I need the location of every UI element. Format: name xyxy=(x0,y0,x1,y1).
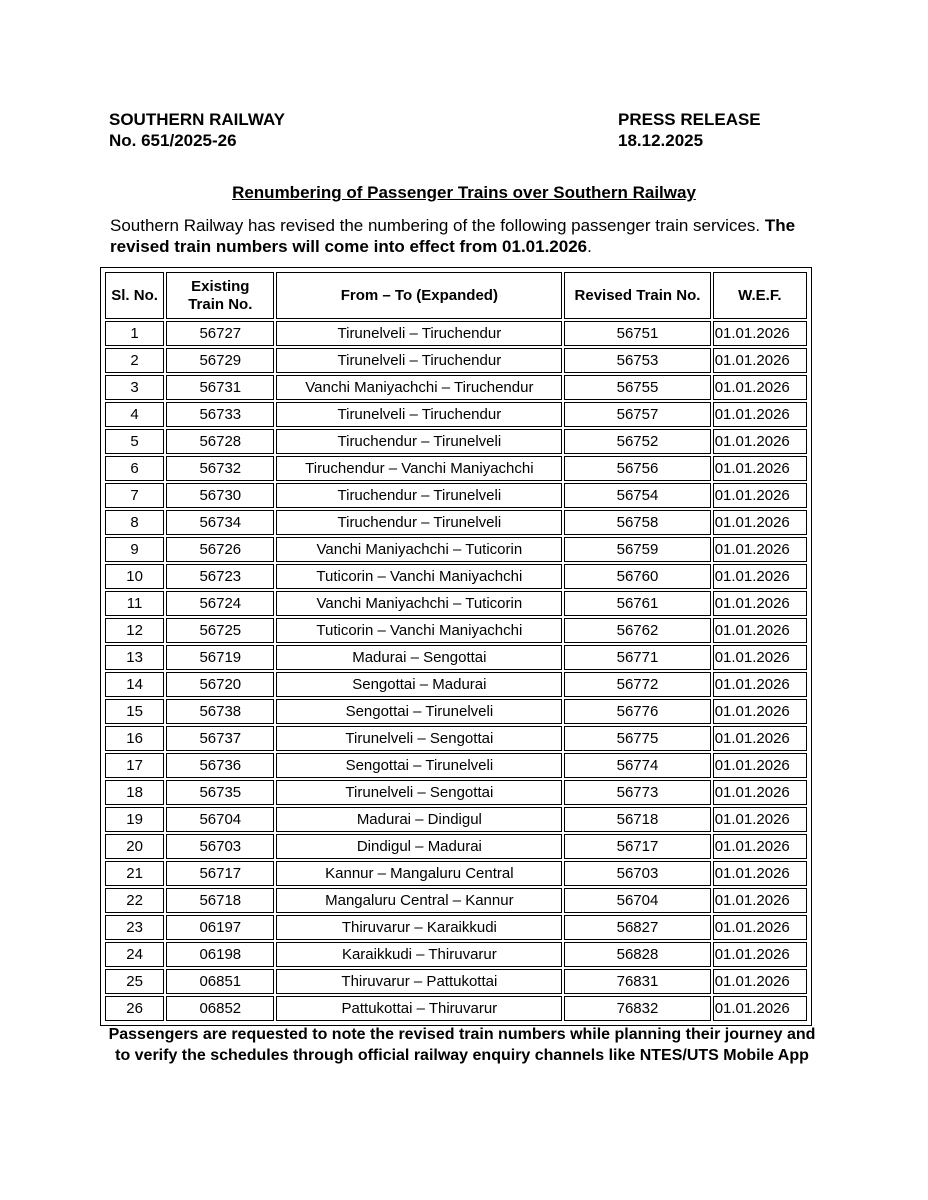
doc-type: PRESS RELEASE xyxy=(618,110,761,129)
release-date: 18.12.2025 xyxy=(618,131,704,150)
cell-existing-train-no: 06198 xyxy=(166,942,274,967)
table-row xyxy=(105,375,807,400)
cell-sl-no: 25 xyxy=(105,969,164,994)
train-table xyxy=(103,270,809,1023)
table-row xyxy=(105,942,807,967)
header-left xyxy=(109,109,285,151)
cell-wef: 01.01.2026 xyxy=(713,645,807,670)
org-name: SOUTHERN RAILWAY xyxy=(109,110,286,129)
cell-existing-train-no: 56703 xyxy=(166,834,274,859)
cell-sl-no: 12 xyxy=(105,618,164,643)
cell-wef: 01.01.2026 xyxy=(713,780,807,805)
cell-sl-no: 17 xyxy=(105,753,164,778)
header-existing-train-no xyxy=(166,272,274,319)
table-header-row xyxy=(105,272,807,319)
cell-wef: 01.01.2026 xyxy=(713,456,807,481)
header-route: From – To (Expanded) xyxy=(276,272,562,319)
cell-wef: 01.01.2026 xyxy=(713,807,807,832)
cell-sl-no: 5 xyxy=(105,429,164,454)
cell-revised-train-no: 56755 xyxy=(564,375,710,400)
cell-route: Sengottai – Tirunelveli xyxy=(276,699,562,724)
cell-existing-train-no: 56736 xyxy=(166,753,274,778)
header-existing-line1: Existing xyxy=(191,277,250,295)
cell-route: Vanchi Maniyachchi – Tuticorin xyxy=(276,591,562,616)
cell-revised-train-no: 56717 xyxy=(564,834,710,859)
cell-existing-train-no: 06852 xyxy=(166,996,274,1021)
cell-sl-no: 20 xyxy=(105,834,164,859)
cell-sl-no: 11 xyxy=(105,591,164,616)
cell-route: Madurai – Dindigul xyxy=(276,807,562,832)
header-sl-no: Sl. No. xyxy=(105,272,164,319)
cell-revised-train-no: 56703 xyxy=(564,861,710,886)
header-right xyxy=(618,109,761,151)
table-row xyxy=(105,780,807,805)
table-row xyxy=(105,591,807,616)
table-row xyxy=(105,969,807,994)
cell-wef: 01.01.2026 xyxy=(713,375,807,400)
table-row xyxy=(105,672,807,697)
cell-sl-no: 15 xyxy=(105,699,164,724)
cell-route: Tiruchendur – Tirunelveli xyxy=(276,483,562,508)
train-table-frame xyxy=(100,267,812,1026)
cell-wef: 01.01.2026 xyxy=(713,672,807,697)
cell-sl-no: 21 xyxy=(105,861,164,886)
cell-wef: 01.01.2026 xyxy=(713,429,807,454)
table-row xyxy=(105,456,807,481)
cell-sl-no: 14 xyxy=(105,672,164,697)
cell-route: Thiruvarur – Pattukottai xyxy=(276,969,562,994)
header-existing-line2: Train No. xyxy=(188,295,253,313)
cell-revised-train-no: 56771 xyxy=(564,645,710,670)
header-wef: W.E.F. xyxy=(713,272,807,319)
table-row xyxy=(105,348,807,373)
cell-existing-train-no: 56732 xyxy=(166,456,274,481)
cell-wef: 01.01.2026 xyxy=(713,942,807,967)
page-title: Renumbering of Passenger Trains over Southern Railway xyxy=(232,183,696,202)
cell-existing-train-no: 06851 xyxy=(166,969,274,994)
cell-wef: 01.01.2026 xyxy=(713,996,807,1021)
cell-revised-train-no: 56775 xyxy=(564,726,710,751)
cell-sl-no: 24 xyxy=(105,942,164,967)
table-body xyxy=(105,321,807,1021)
cell-route: Tuticorin – Vanchi Maniyachchi xyxy=(276,618,562,643)
cell-sl-no: 22 xyxy=(105,888,164,913)
cell-route: Tirunelveli – Sengottai xyxy=(276,726,562,751)
footer-note: Passengers are requested to note the revised train numbers while planning their journey and to verify the schedules through official railway enquiry channels like NTES/UTS Mobile App xyxy=(108,1026,816,1064)
cell-wef: 01.01.2026 xyxy=(713,753,807,778)
cell-sl-no: 7 xyxy=(105,483,164,508)
table-row xyxy=(105,645,807,670)
cell-route: Pattukottai – Thiruvarur xyxy=(276,996,562,1021)
cell-route: Mangaluru Central – Kannur xyxy=(276,888,562,913)
cell-wef: 01.01.2026 xyxy=(713,510,807,535)
cell-wef: 01.01.2026 xyxy=(713,888,807,913)
cell-route: Karaikkudi – Thiruvarur xyxy=(276,942,562,967)
table-row xyxy=(105,537,807,562)
cell-revised-train-no: 56752 xyxy=(564,429,710,454)
cell-existing-train-no: 56725 xyxy=(166,618,274,643)
intro-text: Southern Railway has revised the numbering of the following passenger train services. xyxy=(110,216,765,235)
cell-revised-train-no: 56718 xyxy=(564,807,710,832)
cell-revised-train-no: 56774 xyxy=(564,753,710,778)
cell-revised-train-no: 56759 xyxy=(564,537,710,562)
cell-route: Vanchi Maniyachchi – Tuticorin xyxy=(276,537,562,562)
cell-revised-train-no: 56753 xyxy=(564,348,710,373)
cell-sl-no: 16 xyxy=(105,726,164,751)
table-row xyxy=(105,483,807,508)
cell-existing-train-no: 06197 xyxy=(166,915,274,940)
cell-wef: 01.01.2026 xyxy=(713,834,807,859)
cell-route: Sengottai – Madurai xyxy=(276,672,562,697)
cell-revised-train-no: 56773 xyxy=(564,780,710,805)
cell-existing-train-no: 56727 xyxy=(166,321,274,346)
table-row xyxy=(105,753,807,778)
header-revised-train-no: Revised Train No. xyxy=(564,272,710,319)
cell-sl-no: 26 xyxy=(105,996,164,1021)
cell-route: Thiruvarur – Karaikkudi xyxy=(276,915,562,940)
cell-route: Tuticorin – Vanchi Maniyachchi xyxy=(276,564,562,589)
table-row xyxy=(105,726,807,751)
cell-route: Kannur – Mangaluru Central xyxy=(276,861,562,886)
cell-route: Tirunelveli – Tiruchendur xyxy=(276,321,562,346)
cell-wef: 01.01.2026 xyxy=(713,618,807,643)
cell-revised-train-no: 56754 xyxy=(564,483,710,508)
cell-route: Madurai – Sengottai xyxy=(276,645,562,670)
cell-revised-train-no: 56776 xyxy=(564,699,710,724)
cell-route: Tirunelveli – Sengottai xyxy=(276,780,562,805)
table-row xyxy=(105,618,807,643)
cell-sl-no: 4 xyxy=(105,402,164,427)
cell-sl-no: 3 xyxy=(105,375,164,400)
cell-existing-train-no: 56731 xyxy=(166,375,274,400)
cell-existing-train-no: 56717 xyxy=(166,861,274,886)
intro-paragraph: Southern Railway has revised the numbering of the following passenger train services. The revised train numbers will come into effect from 01.01.2026. xyxy=(110,216,796,256)
cell-existing-train-no: 56726 xyxy=(166,537,274,562)
release-number: No. 651/2025-26 xyxy=(109,131,237,150)
cell-existing-train-no: 56720 xyxy=(166,672,274,697)
table-row xyxy=(105,807,807,832)
cell-sl-no: 1 xyxy=(105,321,164,346)
table-row xyxy=(105,699,807,724)
table-row xyxy=(105,861,807,886)
cell-route: Tiruchendur – Vanchi Maniyachchi xyxy=(276,456,562,481)
cell-existing-train-no: 56718 xyxy=(166,888,274,913)
cell-revised-train-no: 56757 xyxy=(564,402,710,427)
cell-revised-train-no: 76832 xyxy=(564,996,710,1021)
cell-revised-train-no: 56704 xyxy=(564,888,710,913)
cell-revised-train-no: 76831 xyxy=(564,969,710,994)
cell-wef: 01.01.2026 xyxy=(713,402,807,427)
cell-revised-train-no: 56772 xyxy=(564,672,710,697)
table-row xyxy=(105,915,807,940)
cell-existing-train-no: 56734 xyxy=(166,510,274,535)
cell-existing-train-no: 56719 xyxy=(166,645,274,670)
cell-existing-train-no: 56737 xyxy=(166,726,274,751)
table-row xyxy=(105,402,807,427)
cell-revised-train-no: 56828 xyxy=(564,942,710,967)
cell-wef: 01.01.2026 xyxy=(713,915,807,940)
table-row xyxy=(105,510,807,535)
cell-existing-train-no: 56738 xyxy=(166,699,274,724)
cell-wef: 01.01.2026 xyxy=(713,537,807,562)
cell-revised-train-no: 56758 xyxy=(564,510,710,535)
cell-sl-no: 10 xyxy=(105,564,164,589)
cell-sl-no: 2 xyxy=(105,348,164,373)
cell-route: Sengottai – Tirunelveli xyxy=(276,753,562,778)
table-row xyxy=(105,564,807,589)
cell-wef: 01.01.2026 xyxy=(713,591,807,616)
cell-route: Tiruchendur – Tirunelveli xyxy=(276,429,562,454)
cell-sl-no: 13 xyxy=(105,645,164,670)
cell-revised-train-no: 56762 xyxy=(564,618,710,643)
table-row xyxy=(105,429,807,454)
cell-route: Tirunelveli – Tiruchendur xyxy=(276,402,562,427)
cell-revised-train-no: 56760 xyxy=(564,564,710,589)
table-row xyxy=(105,834,807,859)
cell-wef: 01.01.2026 xyxy=(713,969,807,994)
cell-route: Vanchi Maniyachchi – Tiruchendur xyxy=(276,375,562,400)
cell-route: Tirunelveli – Tiruchendur xyxy=(276,348,562,373)
intro-bold-text: The revised train numbers will come into effect from 01.01.2026 xyxy=(110,216,796,256)
cell-existing-train-no: 56729 xyxy=(166,348,274,373)
cell-revised-train-no: 56761 xyxy=(564,591,710,616)
cell-wef: 01.01.2026 xyxy=(713,726,807,751)
cell-sl-no: 8 xyxy=(105,510,164,535)
cell-wef: 01.01.2026 xyxy=(713,861,807,886)
cell-sl-no: 6 xyxy=(105,456,164,481)
table-row xyxy=(105,888,807,913)
cell-existing-train-no: 56723 xyxy=(166,564,274,589)
cell-wef: 01.01.2026 xyxy=(713,348,807,373)
cell-route: Dindigul – Madurai xyxy=(276,834,562,859)
table-row xyxy=(105,321,807,346)
cell-existing-train-no: 56730 xyxy=(166,483,274,508)
cell-route: Tiruchendur – Tirunelveli xyxy=(276,510,562,535)
cell-wef: 01.01.2026 xyxy=(713,321,807,346)
cell-revised-train-no: 56751 xyxy=(564,321,710,346)
cell-sl-no: 18 xyxy=(105,780,164,805)
cell-existing-train-no: 56733 xyxy=(166,402,274,427)
cell-wef: 01.01.2026 xyxy=(713,564,807,589)
cell-wef: 01.01.2026 xyxy=(713,699,807,724)
cell-existing-train-no: 56728 xyxy=(166,429,274,454)
cell-existing-train-no: 56735 xyxy=(166,780,274,805)
cell-revised-train-no: 56827 xyxy=(564,915,710,940)
cell-sl-no: 23 xyxy=(105,915,164,940)
table-row xyxy=(105,996,807,1021)
cell-existing-train-no: 56704 xyxy=(166,807,274,832)
cell-existing-train-no: 56724 xyxy=(166,591,274,616)
cell-revised-train-no: 56756 xyxy=(564,456,710,481)
cell-wef: 01.01.2026 xyxy=(713,483,807,508)
cell-sl-no: 19 xyxy=(105,807,164,832)
cell-sl-no: 9 xyxy=(105,537,164,562)
